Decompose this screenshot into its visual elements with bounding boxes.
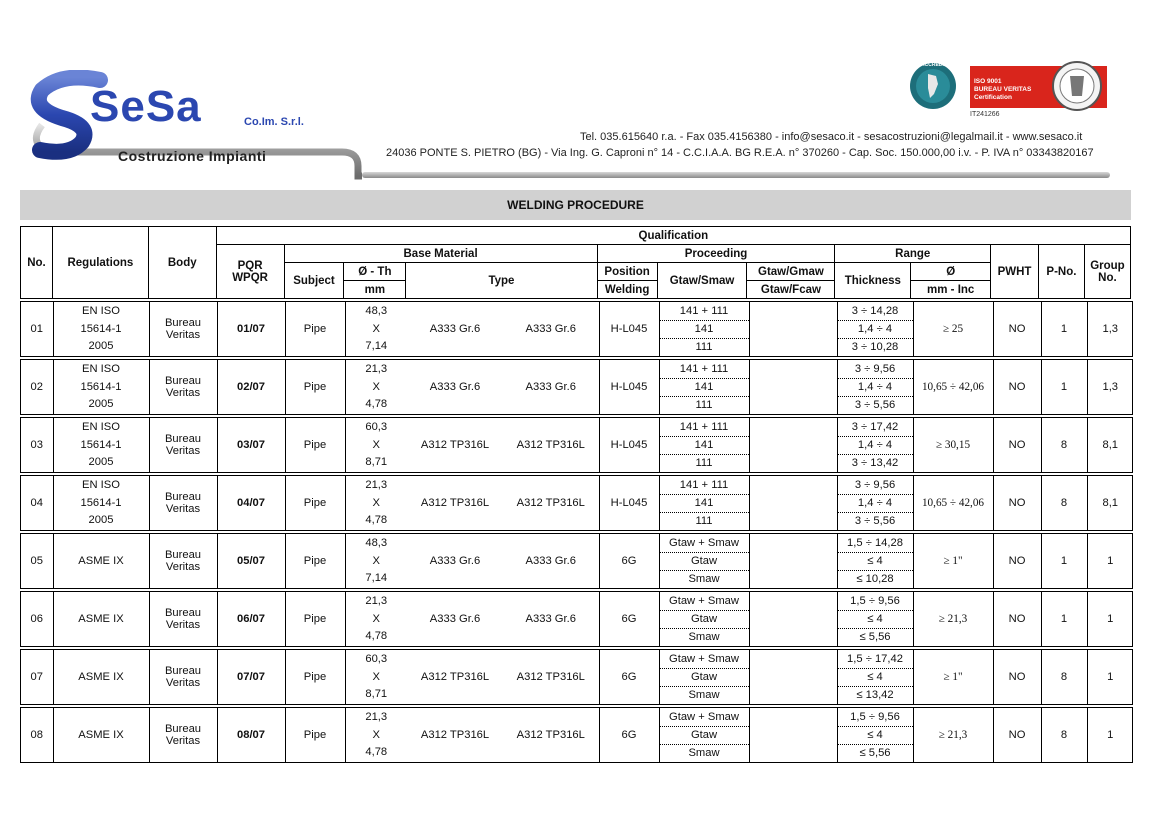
- body-cell-line: Bureau: [164, 433, 202, 445]
- body-cell: [149, 360, 217, 414]
- body-cell: [149, 534, 217, 588]
- subject-cell: Pipe: [285, 418, 345, 472]
- body-cell-line: Bureau: [164, 549, 202, 561]
- thickness-cell-line: ≤ 13,42: [856, 689, 894, 701]
- regulations-cell: [53, 650, 149, 704]
- proceeding-cell-line: Smaw: [688, 747, 720, 759]
- range-diameter-cell: 10,65 ÷ 42,06: [913, 360, 993, 414]
- diameter-cell-line: 4,78: [365, 630, 388, 642]
- body-cell-line: Bureau: [164, 491, 202, 503]
- col-pqr: [216, 245, 284, 299]
- pqr-cell: 04/07: [217, 476, 285, 530]
- table-row: [20, 417, 1133, 473]
- col-range-diam-line2: mm - Inc: [911, 281, 991, 299]
- cert-code: IT241266: [970, 111, 1000, 118]
- logo-text: SeSa: [90, 82, 202, 131]
- gtaw-gmaw-cell: [749, 418, 837, 472]
- thickness-cell-line: ≤ 10,28: [856, 573, 894, 585]
- gtaw-gmaw-cell: [749, 476, 837, 530]
- subject-cell: Pipe: [285, 534, 345, 588]
- col-range: Range: [835, 245, 991, 263]
- position-cell: H-L045: [599, 302, 659, 356]
- thickness-cell-line: ≤ 4: [838, 611, 913, 629]
- proceeding-cell-line: 141 + 111: [660, 303, 749, 321]
- group-cell: 1: [1087, 592, 1133, 646]
- body-cell-line: Veritas: [165, 561, 201, 573]
- diameter-cell-line: 21,3: [365, 711, 388, 723]
- table-row: [20, 591, 1133, 647]
- regulations-cell: [53, 592, 149, 646]
- page-title: WELDING PROCEDURE: [20, 190, 1131, 220]
- bureau-veritas-text: [974, 78, 1031, 102]
- proceeding-cell: [659, 360, 749, 414]
- thickness-cell: [837, 418, 913, 472]
- regulations-cell-line: [54, 651, 149, 668]
- pqr-cell: 05/07: [217, 534, 285, 588]
- table-row: [20, 359, 1133, 415]
- row-number: 04: [30, 497, 43, 509]
- thickness-cell-line: 1,5 ÷ 9,56: [838, 709, 913, 727]
- pno-cell: 8: [1041, 708, 1087, 762]
- gtaw-gmaw-cell: [749, 650, 837, 704]
- thickness-cell: [837, 650, 913, 704]
- diameter-cell: [345, 534, 407, 588]
- diameter-cell-line: 21,3: [365, 363, 388, 375]
- position-cell: H-L045: [599, 476, 659, 530]
- body-cell: [149, 650, 217, 704]
- pno-cell: 8: [1041, 650, 1087, 704]
- type-cell: A333 Gr.6: [525, 555, 576, 567]
- regulations-cell: [53, 418, 149, 472]
- pwht-cell: NO: [993, 360, 1041, 414]
- body-cell: [149, 708, 217, 762]
- diameter-cell-line: 4,78: [365, 514, 388, 526]
- pno-cell: 8: [1041, 418, 1087, 472]
- col-position-line1: Position: [597, 263, 657, 281]
- regulations-cell-line: ASME IX: [78, 670, 124, 683]
- diameter-cell-line: X: [372, 322, 380, 335]
- row-number: 05: [30, 555, 43, 567]
- position-cell: 6G: [599, 592, 659, 646]
- proceeding-cell-line: Gtaw + Smaw: [660, 651, 749, 669]
- type-cell: A333 Gr.6: [429, 613, 481, 625]
- regulations-cell-line: 15614-1: [80, 322, 122, 335]
- certification-logos: [908, 60, 1113, 122]
- thickness-cell-line: 3 ÷ 14,28: [838, 303, 913, 321]
- col-pqr-line2: WPQR: [232, 271, 268, 284]
- proceeding-cell: [659, 418, 749, 472]
- pno-cell: 8: [1041, 476, 1087, 530]
- proceeding-cell-line: Smaw: [688, 573, 720, 585]
- regulations-cell-line: EN ISO: [82, 421, 120, 433]
- col-position-line2: Welding: [597, 281, 657, 299]
- body-cell-line: Veritas: [165, 445, 201, 457]
- col-regulations: Regulations: [52, 227, 148, 299]
- col-group-line2: No.: [1098, 271, 1117, 284]
- thickness-cell-line: 1,4 ÷ 4: [838, 437, 913, 455]
- position-cell: 6G: [599, 650, 659, 704]
- type-cell: A312 TP316L: [516, 497, 585, 509]
- col-thickness: Thickness: [835, 263, 911, 299]
- cert-bv-label: BUREAU VERITAS: [974, 86, 1032, 93]
- proceeding-cell-line: Smaw: [688, 631, 720, 643]
- proceeding-cell: [659, 650, 749, 704]
- gtaw-gmaw-cell: [749, 360, 837, 414]
- diameter-cell-line: 48,3: [365, 537, 388, 549]
- table-row: [20, 707, 1133, 763]
- position-cell: H-L045: [599, 360, 659, 414]
- regulations-cell-line: EN ISO: [82, 305, 120, 317]
- position-cell: H-L045: [599, 418, 659, 472]
- body-cell-line: Veritas: [165, 735, 201, 747]
- diameter-cell-line: 60,3: [365, 421, 388, 433]
- col-range-diam-line1: Ø: [911, 263, 991, 281]
- cert-iso-label: ISO 9001: [974, 78, 1002, 85]
- subject-cell: Pipe: [285, 592, 345, 646]
- gtaw-gmaw-cell: [749, 302, 837, 356]
- thickness-cell-line: 3 ÷ 5,56: [854, 399, 896, 411]
- diameter-cell-line: 8,71: [365, 456, 388, 468]
- thickness-cell-line: 1,5 ÷ 17,42: [838, 651, 913, 669]
- body-cell-line: Bureau: [164, 607, 202, 619]
- col-proceeding: Proceeding: [597, 245, 835, 263]
- pwht-cell: NO: [993, 592, 1041, 646]
- table-row: [20, 649, 1133, 705]
- thickness-cell-line: 3 ÷ 10,28: [851, 341, 899, 353]
- col-diameter-line2: mm: [344, 281, 406, 299]
- regulations-cell-line: [54, 535, 149, 552]
- row-number: 08: [30, 729, 43, 741]
- regulations-cell-line: 15614-1: [80, 496, 122, 509]
- pqr-cell: 08/07: [217, 708, 285, 762]
- accredia-label: ACCREDIA: [921, 62, 948, 68]
- pwht-cell: NO: [993, 476, 1041, 530]
- col-body: Body: [148, 227, 216, 299]
- row-number: 01: [30, 323, 43, 335]
- regulations-cell-line: [54, 709, 149, 726]
- regulations-cell-line: EN ISO: [82, 363, 120, 375]
- subject-cell: Pipe: [285, 650, 345, 704]
- proceeding-cell-line: 141: [660, 437, 749, 455]
- subject-cell: Pipe: [285, 302, 345, 356]
- regulations-cell-line: [54, 593, 149, 610]
- proceeding-cell: [659, 534, 749, 588]
- type-cell: A333 Gr.6: [525, 381, 576, 393]
- thickness-cell-line: ≤ 5,56: [859, 631, 891, 643]
- regulations-cell-line: ASME IX: [78, 554, 124, 567]
- table-header: [20, 226, 1131, 299]
- row-number: 03: [30, 439, 43, 451]
- regulations-cell-line: 15614-1: [80, 380, 122, 393]
- regulations-cell-line: [54, 744, 149, 761]
- regulations-cell: [53, 360, 149, 414]
- type-cell: A312 TP316L: [516, 729, 585, 741]
- body-cell-line: Veritas: [165, 387, 201, 399]
- thickness-cell-line: 3 ÷ 9,56: [838, 477, 913, 495]
- regulations-cell: [53, 302, 149, 356]
- header-pipe-line: [362, 172, 1110, 178]
- diameter-cell-line: 4,78: [365, 398, 388, 410]
- type-cell: A333 Gr.6: [525, 323, 576, 335]
- body-cell: [149, 302, 217, 356]
- diameter-cell-line: X: [372, 728, 380, 741]
- pwht-cell: NO: [993, 708, 1041, 762]
- type-cell: A333 Gr.6: [429, 381, 481, 393]
- body-cell-line: Bureau: [164, 723, 202, 735]
- diameter-cell-line: 21,3: [365, 479, 388, 491]
- thickness-cell: [837, 708, 913, 762]
- pqr-cell: 02/07: [217, 360, 285, 414]
- col-pqr-line1: PQR: [237, 259, 263, 272]
- gtaw-gmaw-cell: [749, 708, 837, 762]
- thickness-cell: [837, 360, 913, 414]
- thickness-cell-line: ≤ 4: [838, 669, 913, 687]
- range-diameter-cell: 10,65 ÷ 42,06: [913, 476, 993, 530]
- body-cell-line: Bureau: [164, 375, 202, 387]
- table-row: [20, 475, 1133, 531]
- type-cell: A312 TP316L: [420, 439, 490, 451]
- regulations-cell-line: 2005: [88, 456, 114, 468]
- col-qualification: Qualification: [216, 227, 1130, 245]
- proceeding-cell-line: 141 + 111: [660, 477, 749, 495]
- regulations-cell-line: [54, 570, 149, 587]
- type-cell: A312 TP316L: [516, 439, 585, 451]
- proceeding-cell-line: Gtaw: [660, 553, 749, 571]
- bureau-veritas-seal: [1048, 60, 1106, 112]
- pno-cell: 1: [1041, 592, 1087, 646]
- diameter-cell-line: 21,3: [365, 595, 388, 607]
- type-cell: A312 TP316L: [516, 671, 585, 683]
- gtaw-gmaw-cell: [749, 534, 837, 588]
- col-pwht: PWHT: [991, 245, 1039, 299]
- thickness-cell: [837, 302, 913, 356]
- row-number: 07: [30, 671, 43, 683]
- proceeding-cell: [659, 708, 749, 762]
- group-cell: 8,1: [1087, 418, 1133, 472]
- thickness-cell-line: 1,4 ÷ 4: [838, 321, 913, 339]
- position-cell: 6G: [599, 534, 659, 588]
- regulations-cell-line: ASME IX: [78, 728, 124, 741]
- pqr-cell: 06/07: [217, 592, 285, 646]
- subject-cell: Pipe: [285, 360, 345, 414]
- diameter-cell: [345, 360, 407, 414]
- group-cell: 1,3: [1087, 302, 1133, 356]
- regulations-cell-line: 2005: [88, 340, 114, 352]
- diameter-cell-line: X: [372, 438, 380, 451]
- regulations-cell-line: [54, 686, 149, 703]
- proceeding-cell-line: 111: [695, 341, 713, 353]
- col-base-material: Base Material: [284, 245, 597, 263]
- body-cell-line: Veritas: [165, 503, 201, 515]
- diameter-cell: [345, 592, 407, 646]
- subject-cell: Pipe: [285, 708, 345, 762]
- proceeding-cell-line: Gtaw + Smaw: [660, 535, 749, 553]
- regulations-cell-line: EN ISO: [82, 479, 120, 491]
- cert-certification-label: Certification: [974, 94, 1012, 101]
- regulations-cell-line: 2005: [88, 398, 114, 410]
- thickness-cell-line: 3 ÷ 5,56: [854, 515, 896, 527]
- proceeding-cell-line: 141: [660, 321, 749, 339]
- proceeding-cell-line: Smaw: [688, 689, 720, 701]
- range-diameter-cell: ≥ 25: [913, 302, 993, 356]
- diameter-cell-line: X: [372, 496, 380, 509]
- pwht-cell: NO: [993, 302, 1041, 356]
- contact-line-1: Tel. 035.615640 r.a. - Fax 035.4156380 - info@sesaco.it - sesacostruzioni@legalmail.it - www.sesaco.it: [580, 131, 1083, 143]
- body-cell: [149, 418, 217, 472]
- proceeding-cell-line: 111: [695, 399, 713, 411]
- col-group-line1: Group: [1090, 259, 1125, 272]
- thickness-cell-line: 1,5 ÷ 9,56: [838, 593, 913, 611]
- type-cell: A333 Gr.6: [429, 555, 481, 567]
- col-diameter-line1: Ø - Th: [344, 263, 406, 281]
- pqr-cell: 07/07: [217, 650, 285, 704]
- diameter-cell-line: 7,14: [365, 572, 388, 584]
- range-diameter-cell: ≥ 30,15: [913, 418, 993, 472]
- body-cell-line: Bureau: [164, 317, 202, 329]
- diameter-cell-line: 48,3: [365, 305, 388, 317]
- thickness-cell-line: 1,5 ÷ 14,28: [838, 535, 913, 553]
- diameter-cell: [345, 418, 407, 472]
- subject-cell: Pipe: [285, 476, 345, 530]
- table-row: [20, 301, 1133, 357]
- thickness-cell-line: 3 ÷ 17,42: [838, 419, 913, 437]
- col-gtaw-gmaw-line2: Gtaw/Fcaw: [747, 281, 835, 299]
- group-cell: 8,1: [1087, 476, 1133, 530]
- pwht-cell: NO: [993, 650, 1041, 704]
- type-cell: A333 Gr.6: [429, 323, 481, 335]
- position-cell: 6G: [599, 708, 659, 762]
- regulations-cell: [53, 476, 149, 530]
- proceeding-cell-line: Gtaw + Smaw: [660, 709, 749, 727]
- thickness-cell: [837, 592, 913, 646]
- diameter-cell: [345, 302, 407, 356]
- diameter-cell-line: X: [372, 380, 380, 393]
- logo-tagline: Costruzione Impianti: [118, 148, 267, 164]
- diameter-cell-line: X: [372, 670, 380, 683]
- regulations-cell-line: 2005: [88, 514, 114, 526]
- proceeding-cell: [659, 302, 749, 356]
- col-gtaw-gmaw-line1: Gtaw/Gmaw: [747, 263, 835, 281]
- thickness-cell-line: 1,4 ÷ 4: [838, 495, 913, 513]
- row-number: 02: [30, 381, 43, 393]
- pno-cell: 1: [1041, 302, 1087, 356]
- regulations-cell: [53, 708, 149, 762]
- body-cell-line: Veritas: [165, 677, 201, 689]
- contact-line-2: 24036 PONTE S. PIETRO (BG) - Via Ing. G. Caproni n° 14 - C.C.I.A.A. BG R.E.A. n° 370260 - Cap. Soc. 150.000,00 i.v. - P. IVA n° 03343820167: [386, 147, 1094, 159]
- type-cell: A312 TP316L: [420, 497, 490, 509]
- pno-cell: 1: [1041, 360, 1087, 414]
- pwht-cell: NO: [993, 418, 1041, 472]
- group-cell: 1: [1087, 708, 1133, 762]
- proceeding-cell: [659, 592, 749, 646]
- regulations-cell-line: ASME IX: [78, 612, 124, 625]
- group-cell: 1,3: [1087, 360, 1133, 414]
- proceeding-cell-line: Gtaw + Smaw: [660, 593, 749, 611]
- row-number: 06: [30, 613, 43, 625]
- thickness-cell-line: 3 ÷ 9,56: [838, 361, 913, 379]
- regulations-cell-line: 15614-1: [80, 438, 122, 451]
- type-cell: A312 TP316L: [420, 729, 490, 741]
- range-diameter-cell: ≥ 1": [913, 650, 993, 704]
- proceeding-cell-line: 141 + 111: [660, 361, 749, 379]
- diameter-cell: [345, 476, 407, 530]
- group-cell: 1: [1087, 650, 1133, 704]
- pno-cell: 1: [1041, 534, 1087, 588]
- thickness-cell-line: 1,4 ÷ 4: [838, 379, 913, 397]
- diameter-cell-line: X: [372, 554, 380, 567]
- body-cell-line: Veritas: [165, 329, 201, 341]
- col-group: [1084, 245, 1130, 299]
- col-no: No.: [21, 227, 53, 299]
- col-type: Type: [406, 263, 597, 299]
- pqr-cell: 03/07: [217, 418, 285, 472]
- proceeding-cell-line: 141: [660, 495, 749, 513]
- proceeding-cell-line: Gtaw: [660, 669, 749, 687]
- diameter-cell-line: 4,78: [365, 746, 388, 758]
- diameter-cell-line: 7,14: [365, 340, 388, 352]
- table-row: [20, 533, 1133, 589]
- pwht-cell: NO: [993, 534, 1041, 588]
- thickness-cell-line: ≤ 4: [838, 727, 913, 745]
- proceeding-cell-line: 111: [695, 457, 713, 469]
- col-gtaw-smaw: Gtaw/Smaw: [657, 263, 747, 299]
- diameter-cell-line: 8,71: [365, 688, 388, 700]
- proceeding-cell-line: 141: [660, 379, 749, 397]
- proceeding-cell-line: 141 + 111: [660, 419, 749, 437]
- gtaw-gmaw-cell: [749, 592, 837, 646]
- regulations-cell: [53, 534, 149, 588]
- proceeding-cell-line: Gtaw: [660, 727, 749, 745]
- logo-suffix: Co.Im. S.r.l.: [244, 116, 304, 128]
- diameter-cell: [345, 650, 407, 704]
- proceeding-cell-line: Gtaw: [660, 611, 749, 629]
- diameter-cell-line: X: [372, 612, 380, 625]
- range-diameter-cell: ≥ 1": [913, 534, 993, 588]
- pqr-cell: 01/07: [217, 302, 285, 356]
- regulations-cell-line: [54, 628, 149, 645]
- body-cell-line: Bureau: [164, 665, 202, 677]
- proceeding-cell-line: 111: [695, 515, 713, 527]
- proceeding-cell: [659, 476, 749, 530]
- range-diameter-cell: ≥ 21,3: [913, 708, 993, 762]
- diameter-cell-line: 60,3: [365, 653, 388, 665]
- thickness-cell-line: ≤ 4: [838, 553, 913, 571]
- thickness-cell-line: ≤ 5,56: [859, 747, 891, 759]
- col-pno: P-No.: [1039, 245, 1085, 299]
- diameter-cell: [345, 708, 407, 762]
- thickness-cell-line: 3 ÷ 13,42: [851, 457, 899, 469]
- group-cell: 1: [1087, 534, 1133, 588]
- body-cell: [149, 476, 217, 530]
- col-subject: Subject: [284, 263, 344, 299]
- type-cell: A312 TP316L: [420, 671, 490, 683]
- type-cell: A333 Gr.6: [525, 613, 576, 625]
- range-diameter-cell: ≥ 21,3: [913, 592, 993, 646]
- thickness-cell: [837, 476, 913, 530]
- body-cell-line: Veritas: [165, 619, 201, 631]
- body-cell: [149, 592, 217, 646]
- thickness-cell: [837, 534, 913, 588]
